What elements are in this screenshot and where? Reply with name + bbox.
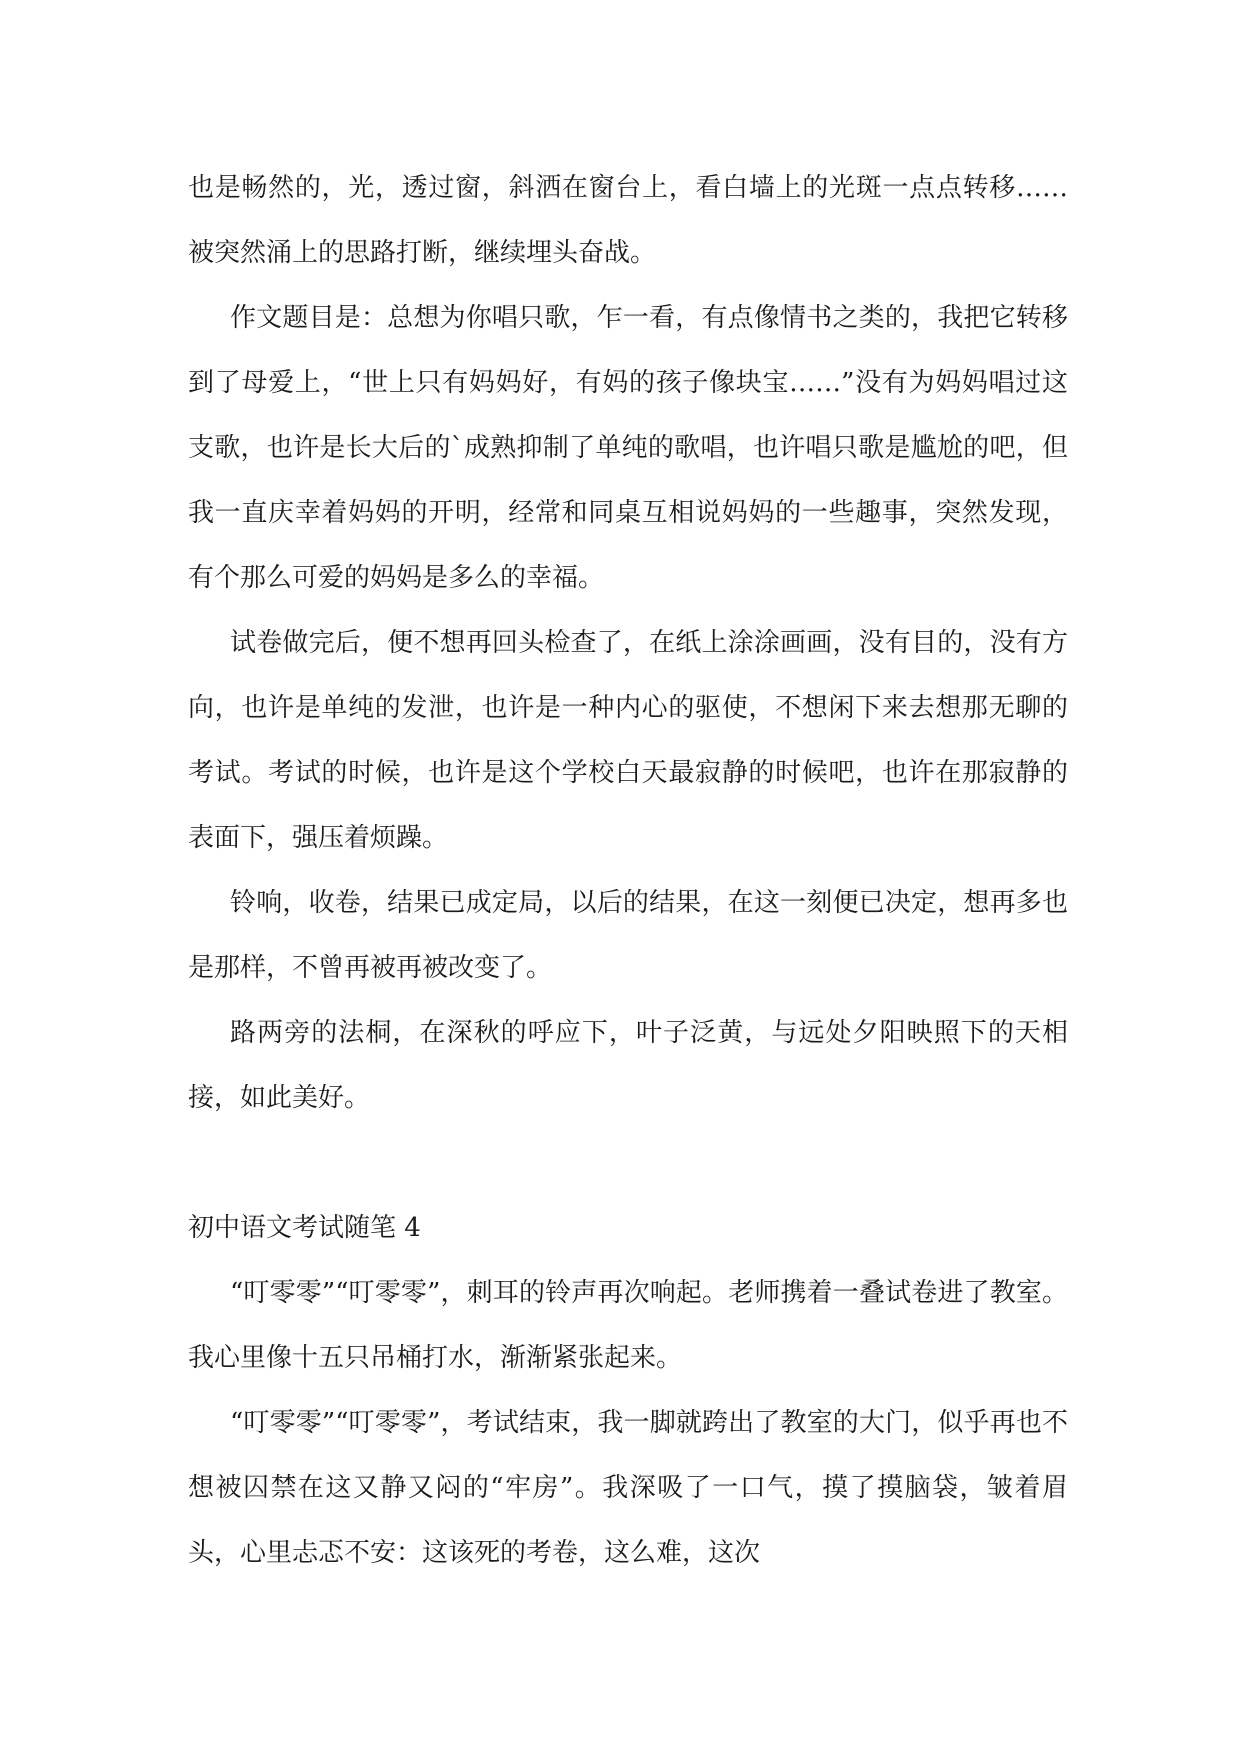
paragraph-bell-rings: “叮零零”“叮零零”，刺耳的铃声再次响起。老师携着一叠试卷进了教室。我心里像十五只吊桶打水，渐渐紧张起来。	[188, 1278, 1068, 1373]
paragraph-essay-topic: 作文题目是：总想为你唱只歌，乍一看，有点像情书之类的，我把它转移到了母爱上，“世上只有妈妈好，有妈的孩子像块宝……”没有为妈妈唱过这支歌，也许是长大后的`成熟抑制了单纯的歌唱，也许唱只歌是尴尬的吧，但我一直庆幸着妈妈的开明，经常和同桌互相说妈妈的一些趣事，突然发现，有个那么可爱的妈妈是多么的幸福。	[188, 303, 1068, 593]
document-page	[188, 156, 1068, 1586]
section-title: 初中语文考试随笔 4	[188, 1213, 421, 1243]
paragraph-plane-trees: 路两旁的法桐，在深秋的呼应下，叶子泛黄，与远处夕阳映照下的天相接，如此美好。	[188, 1018, 1068, 1113]
paragraph-exam-ends: “叮零零”“叮零零”，考试结束，我一脚就跨出了教室的大门，似乎再也不想被囚禁在这又静又闷的“牢房”。我深吸了一口气，摸了摸脑袋，皱着眉头，心里忐忑不安：这该死的考卷，这么难，这次	[188, 1408, 1068, 1568]
paragraph-after-exam: 试卷做完后，便不想再回头检查了，在纸上涂涂画画，没有目的，没有方向，也许是单纯的发泄，也许是一种内心的驱使，不想闲下来去想那无聊的考试。考试的时候，也许是这个学校白天最寂静的时候吧，也许在那寂静的表面下，强压着烦躁。	[188, 628, 1068, 853]
section-gap	[188, 1131, 1068, 1196]
paragraph-continued: 也是畅然的，光，透过窗，斜洒在窗台上，看白墙上的光斑一点点转移……被突然涌上的思路打断，继续埋头奋战。	[188, 173, 1068, 268]
paragraph-bell: 铃响，收卷，结果已成定局，以后的结果，在这一刻便已决定，想再多也是那样，不曾再被再被改变了。	[188, 888, 1068, 983]
